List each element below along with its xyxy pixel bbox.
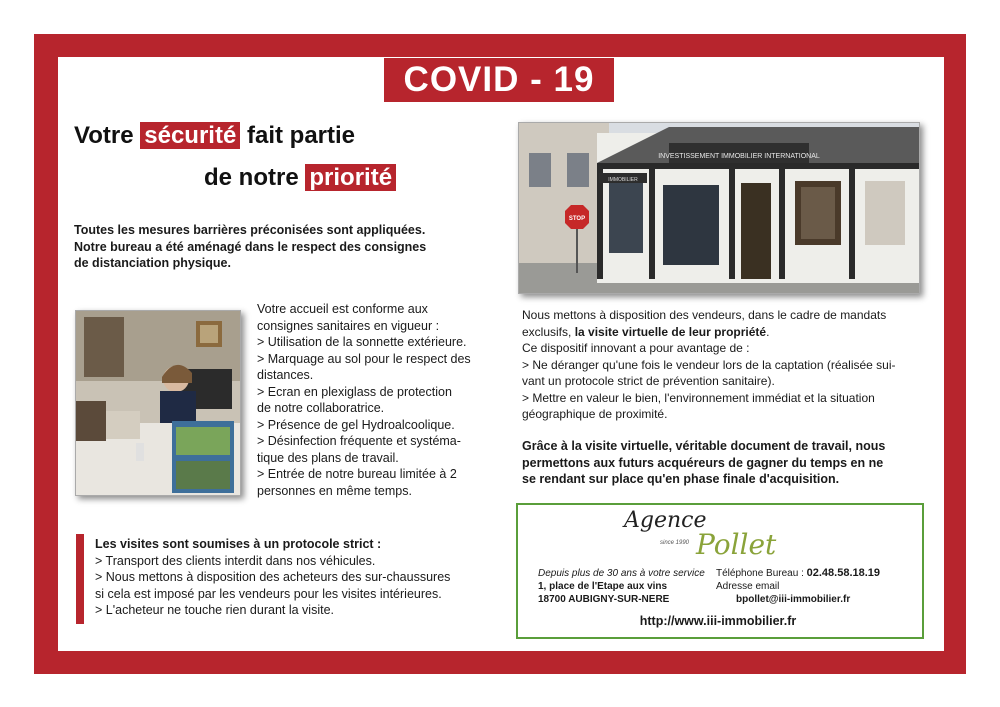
highlight-securite: sécurité bbox=[140, 122, 240, 149]
visite-virtuelle-text: Grâce à la visite virtuelle, véritable document de travail, nous permettons aux futurs acquéreurs de gagner du temps en ne se rendant sur place qu'en phase finale d'acquisition. bbox=[522, 439, 886, 486]
since-text: Depuis plus de 30 ans à votre service bbox=[538, 568, 705, 579]
phone-row: Téléphone Bureau : 02.48.58.18.19 bbox=[716, 567, 881, 579]
accueil-list: Votre accueil est conforme aux consignes sanitaires en vigueur : > Utilisation de la sonnette extérieure. > Marquage au sol pour le respect des distances. > Ecran en plexiglass de protection de notre collaboratrice. > Présence de gel Hydroalcoolique. > Désinfection fréquente et systéma- tique des plans de travail. > Entrée de notre bureau limitée à 2 personnes en même temps. bbox=[257, 302, 471, 498]
office-photo bbox=[75, 310, 241, 496]
logo-pollet: Pollet bbox=[696, 528, 777, 561]
stop-sign-text: STOP bbox=[568, 216, 586, 222]
visites-red-bar bbox=[76, 534, 84, 624]
covid-title: COVID - 19 bbox=[384, 58, 614, 102]
logo-agence: Agence bbox=[624, 508, 707, 533]
email-link[interactable]: bpollet@iii-immobilier.fr bbox=[736, 594, 851, 605]
headline-line-1: Votre sécurité fait partie bbox=[74, 122, 356, 149]
vendeurs-text: Nous mettons à disposition des vendeurs, dans le cadre de mandats exclusifs, la visite virtuelle de leur propriété. Ce dispositif innovant a pour avantage de : > Ne déranger qu'une fois le vendeur lors de la captation (réalisée sui- vant un protocole strict de prévention sanitaire). > Mettre en valeur le bien, l'environnement immédiat et la situation géographique de proximité. bbox=[522, 308, 896, 421]
website-link[interactable]: http://www.iii-immobilier.fr bbox=[639, 614, 797, 628]
storefront-photo bbox=[518, 122, 920, 294]
visites-section: Les visites sont soumises à un protocole strict : > Transport des clients interdit dans nos véhicules. > Nous mettons à disposition des acheteurs des sur-chaussures si cela est imposé par les vendeurs pour les visites intérieures. > L'acheteur ne touche rien durant la visite. bbox=[95, 537, 451, 617]
logo-since: since 1990 bbox=[660, 540, 690, 546]
address-line-1: 1, place de l'Etape aux vins bbox=[538, 581, 668, 592]
highlight-priorite: priorité bbox=[305, 164, 396, 191]
headline-line-2: de notre priorité bbox=[204, 164, 396, 192]
address-line-2: 18700 AUBIGNY-SUR-NERE bbox=[538, 594, 670, 605]
intro-text: Toutes les mesures barrières préconisées sont appliquées. Notre bureau a été aménagé dans le respect des consignes de distanciation physique. bbox=[74, 223, 427, 270]
storefront-sign-text: INVESTISSEMENT IMMOBILIER INTERNATIONAL bbox=[658, 153, 820, 160]
side-sign-text: IMMOBILIER bbox=[608, 177, 638, 183]
email-label: Adresse email bbox=[716, 581, 780, 592]
